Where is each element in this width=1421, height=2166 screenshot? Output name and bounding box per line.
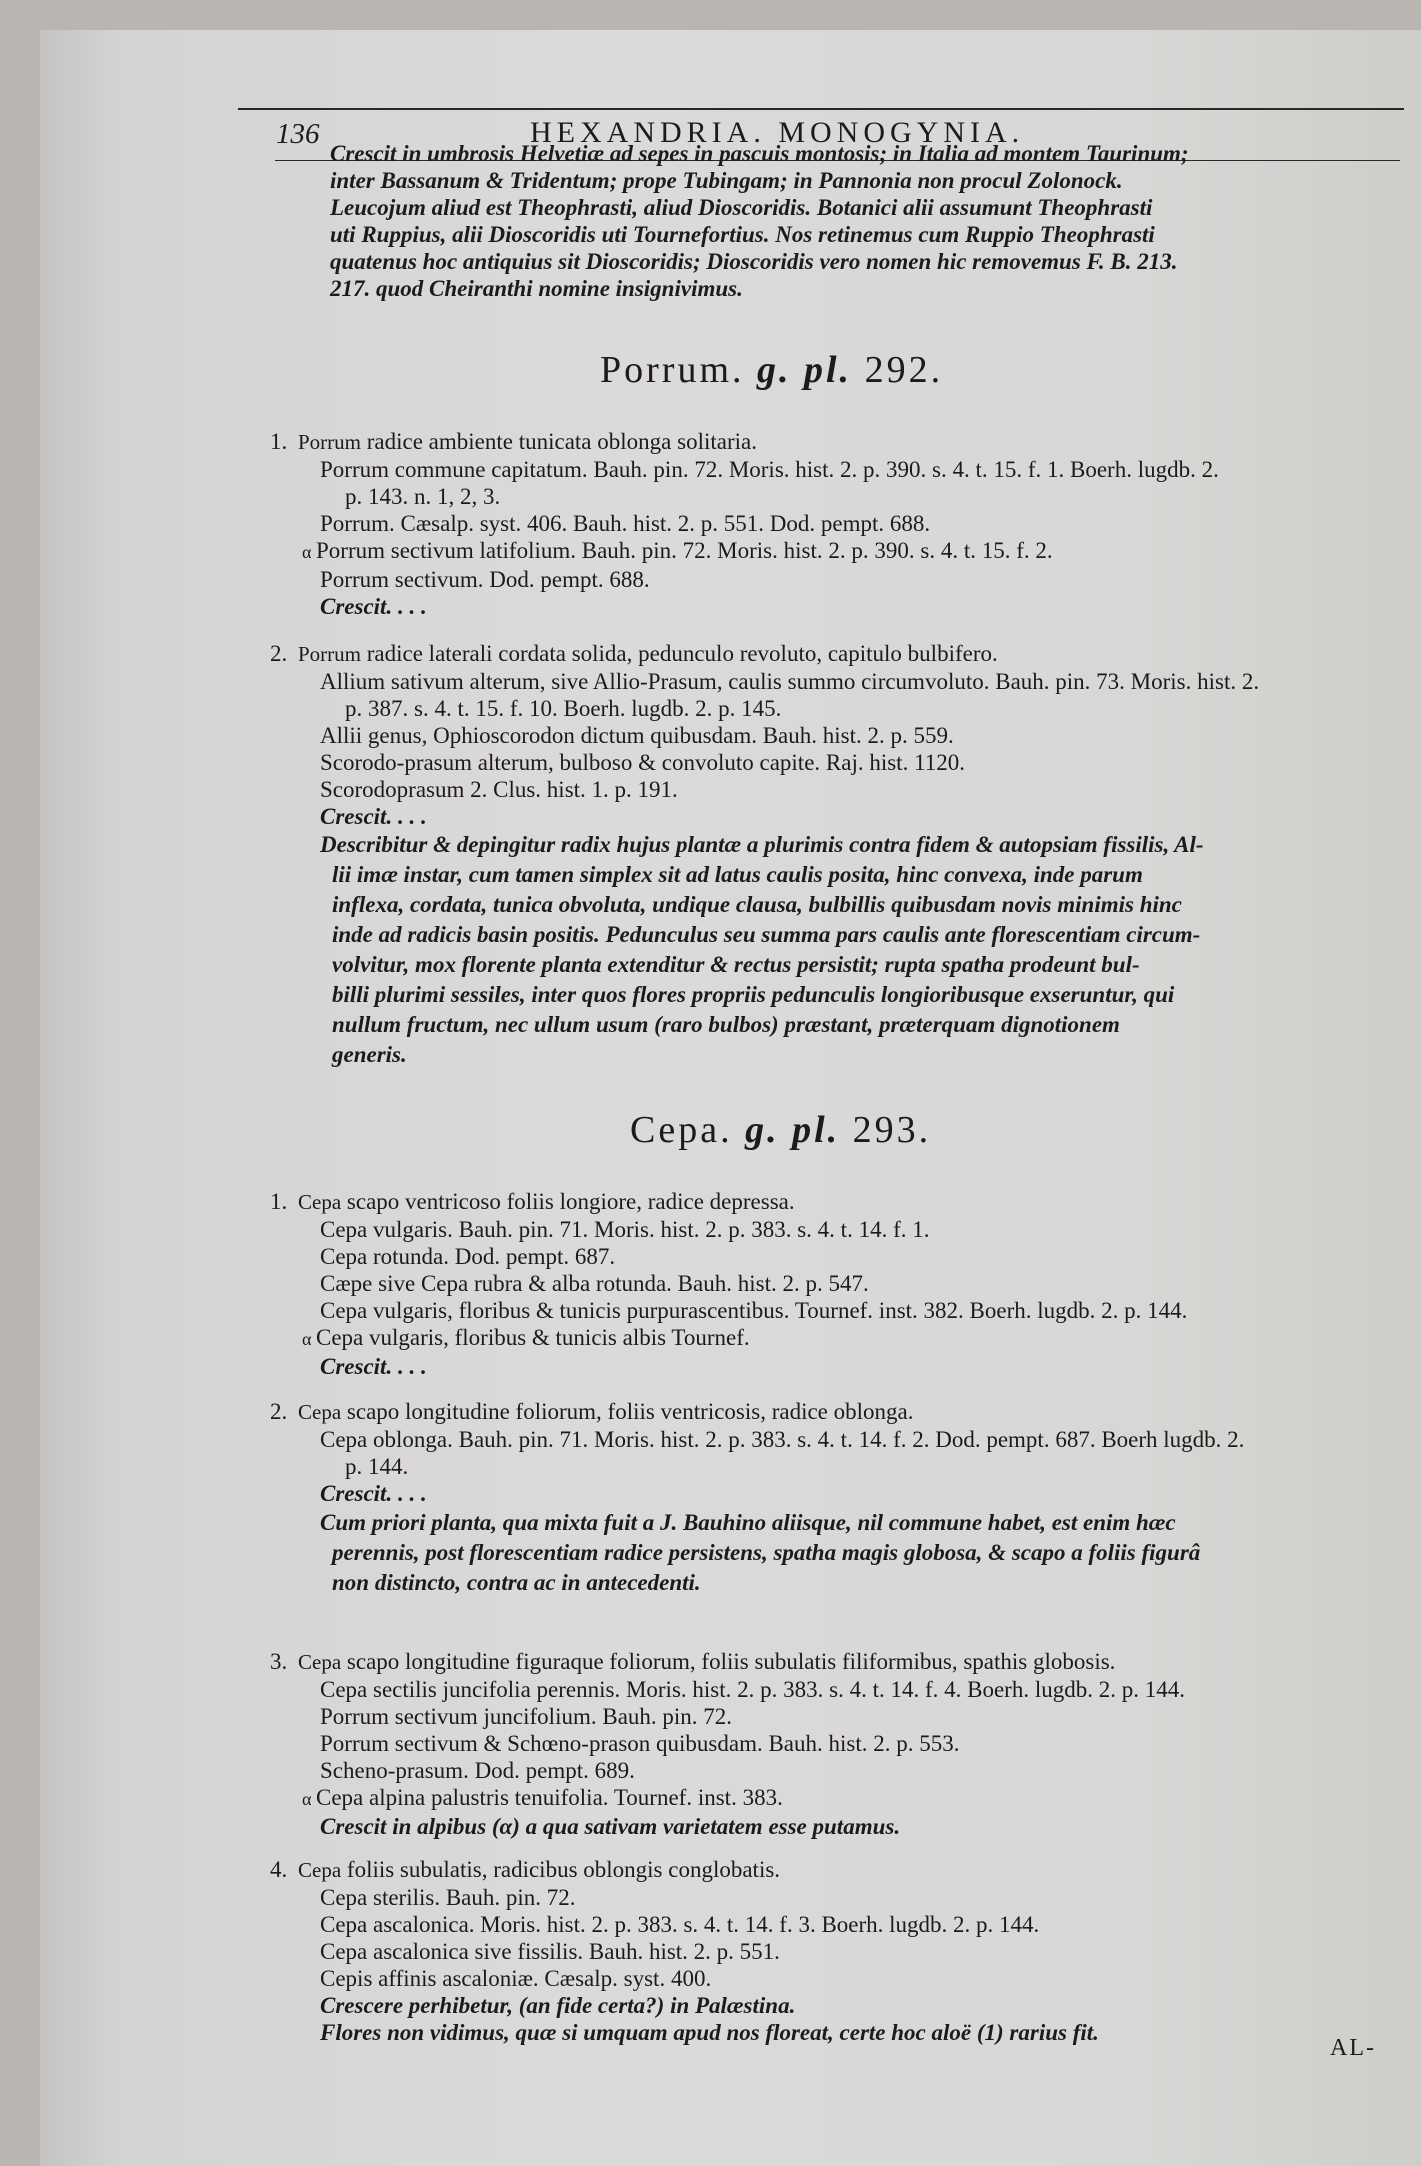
synonym-line: Scorodoprasum 2. Clus. hist. 1. p. 191.	[320, 777, 678, 802]
synonym-line: p. 387. s. 4. t. 15. f. 10. Boerh. lugdb. 2. p. 145.	[345, 696, 782, 721]
cepa-2-note	[320, 1508, 1400, 1598]
genus-name: Porrum.	[600, 349, 745, 391]
species-diagnosis: scapo longitudine figuraque foliorum, foliis subulatis filiformibus, spathis globosis.	[346, 1649, 1116, 1674]
note-line: lii imæ instar, cum tamen simplex sit ad latus caulis posita, hinc convexa, inde parum	[332, 862, 1143, 887]
species-number: 4.	[270, 1857, 288, 1882]
species-name: Cepa	[298, 1650, 342, 1674]
note-line: generis.	[332, 1042, 407, 1067]
genus-ref-number: 293.	[852, 1109, 932, 1151]
genus-name: Cepa.	[630, 1109, 733, 1151]
variety-line: Porrum sectivum latifolium. Bauh. pin. 72. Moris. hist. 2. p. 390. s. 4. t. 15. f. 2.	[316, 538, 1053, 563]
species-diagnosis: radice ambiente tunicata oblonga solitaria.	[366, 429, 757, 454]
species-name: Cepa	[298, 1400, 342, 1424]
synonym-line: Cæpe sive Cepa rubra & alba rotunda. Bauh. hist. 2. p. 547.	[320, 1271, 869, 1296]
synonym-line: Cepa sectilis juncifolia perennis. Moris. hist. 2. p. 383. s. 4. t. 14. f. 4. Boerh. lugdb. 2. p. 144.	[320, 1677, 1185, 1702]
variety-line: Cepa alpina palustris tenuifolia. Tournef. inst. 383.	[316, 1785, 783, 1810]
synonym-line: Cepa rotunda. Dod. pempt. 687.	[320, 1244, 616, 1269]
note-line: inde ad radicis basin positis. Pedunculus seu summa pars caulis ante florescentiam circum-	[332, 922, 1201, 947]
catchword: AL-	[1330, 2035, 1376, 2061]
synonym-line: Porrum commune capitatum. Bauh. pin. 72. Moris. hist. 2. p. 390. s. 4. t. 15. f. 1. Boerh. lugdb. 2.	[320, 457, 1219, 482]
synonym-line: Cepa oblonga. Bauh. pin. 71. Moris. hist. 2. p. 383. s. 4. t. 14. f. 2. Dod. pempt. 687. Boerh lugdb. 2.	[320, 1427, 1245, 1452]
species-number: 1.	[270, 1189, 288, 1214]
synonym-line: Cepa vulgaris, floribus & tunicis purpurascentibus. Tournef. inst. 382. Boerh. lugdb. 2. p. 144.	[320, 1298, 1188, 1323]
synonym-line: Scorodo-prasum alterum, bulboso & convoluto capite. Raj. hist. 1120.	[320, 750, 965, 775]
synonym-line: p. 144.	[345, 1454, 409, 1479]
page-number: 136	[276, 118, 320, 150]
running-head: HEXANDRIA. MONOGYNIA.	[530, 116, 1025, 149]
synonym-line: p. 143. n. 1, 2, 3.	[345, 484, 501, 509]
species-diagnosis: radice laterali cordata solida, pedunculo revoluto, capitulo bulbifero.	[366, 641, 998, 666]
species-name: Cepa	[298, 1190, 342, 1214]
note-line: volvitur, mox florente planta extenditur & rectus persistit; rupta spatha prodeunt bul-	[332, 952, 1140, 977]
species-diagnosis: scapo ventricoso foliis longiore, radice depressa.	[346, 1189, 795, 1214]
synonym-line: Scheno-prasum. Dod. pempt. 689.	[320, 1758, 635, 1783]
header-rule	[238, 108, 1404, 110]
crescit-line: Crescit. . . .	[320, 804, 427, 829]
crescit-line: Crescit. . . .	[320, 1481, 427, 1506]
crescit-line: Crescit in alpibus (α) a qua sativam varietatem esse putamus.	[320, 1814, 901, 1839]
variety-line: Cepa vulgaris, floribus & tunicis albis Tournef.	[316, 1325, 750, 1350]
synonym-line: Cepa vulgaris. Bauh. pin. 71. Moris. hist. 2. p. 383. s. 4. t. 14. f. 1.	[320, 1217, 930, 1242]
note-line: Cum priori planta, qua mixta fuit a J. Bauhino aliisque, nil commune habet, est enim hæc	[320, 1510, 1176, 1535]
cepa-species-3	[270, 1648, 1370, 1840]
note-line: non distincto, contra ac in antecedenti.	[332, 1570, 701, 1595]
synonym-line: Porrum sectivum & Schœno-prason quibusdam. Bauh. hist. 2. p. 553.	[320, 1731, 960, 1756]
synonym-line: Cepa ascalonica. Moris. hist. 2. p. 383. s. 4. t. 14. f. 3. Boerh. lugdb. 2. p. 144.	[320, 1912, 1040, 1937]
text-line: quatenus hoc antiquius sit Dioscoridis; Dioscoridis vero nomen hic removemus F. B. 213.	[330, 249, 1178, 274]
species-name: Porrum	[298, 642, 361, 666]
cepa-species-4	[270, 1856, 1370, 2046]
genus-heading-porrum	[600, 348, 943, 392]
synonym-line: Allii genus, Ophioscorodon dictum quibusdam. Bauh. hist. 2. p. 559.	[320, 723, 954, 748]
note-line: perennis, post florescentiam radice persistens, spatha magis globosa, & scapo a foliis figurâ	[332, 1540, 1201, 1565]
species-diagnosis: foliis subulatis, radicibus oblongis conglobatis.	[346, 1857, 781, 1882]
species-name: Cepa	[298, 1858, 342, 1882]
intro-paragraph	[330, 140, 1400, 302]
genus-ref: g. pl.	[745, 1109, 841, 1151]
crescit-line: Crescere perhibetur, (an fide certa?) in Palæstina.	[320, 1993, 796, 2018]
note-line: billi plurimi sessiles, inter quos flores propriis pedunculis longioribusque exseruntur, qui	[332, 982, 1175, 1007]
variety-marker: α	[302, 542, 312, 562]
porrum-species-2	[270, 640, 1370, 830]
genus-ref: g. pl.	[757, 349, 853, 391]
genus-ref-number: 292.	[864, 349, 944, 391]
species-number: 2.	[270, 1399, 288, 1424]
note-line: inflexa, cordata, tunica obvoluta, undique clausa, bulbillis quibusdam novis minimis hinc	[332, 892, 1182, 917]
note-line: Describitur & depingitur radix hujus plantæ a plurimis contra fidem & autopsiam fissilis, Al-	[320, 832, 1204, 857]
variety-line: Porrum sectivum. Dod. pempt. 688.	[320, 567, 650, 592]
text-line: Leucojum aliud est Theophrasti, aliud Dioscoridis. Botanici alii assumunt Theophrasti	[330, 195, 1153, 220]
porrum-species-1	[270, 428, 1370, 620]
note-line: Flores non vidimus, quæ si umquam apud nos floreat, certe hoc aloë (1) rarius fit.	[320, 2020, 1099, 2045]
text-line: Crescit in umbrosis Helvetiæ ad sepes in pascuis montosis; in Italia ad montem Taurinum;	[330, 141, 1189, 166]
synonym-line: Cepa ascalonica sive fissilis. Bauh. hist. 2. p. 551.	[320, 1939, 780, 1964]
crescit-line: Crescit. . . .	[320, 594, 427, 619]
genus-heading-cepa	[630, 1108, 931, 1152]
note-line: nullum fructum, nec ullum usum (raro bulbos) præstant, præterquam dignotionem	[332, 1012, 1120, 1037]
crescit-line: Crescit. . . .	[320, 1354, 427, 1379]
synonym-line: Porrum sectivum juncifolium. Bauh. pin. 72.	[320, 1704, 733, 1729]
porrum-note	[320, 830, 1400, 1070]
synonym-line: Porrum. Cæsalp. syst. 406. Bauh. hist. 2. p. 551. Dod. pempt. 688.	[320, 511, 931, 536]
cepa-species-1	[270, 1188, 1370, 1380]
species-number: 1.	[270, 429, 288, 454]
synonym-line: Cepis affinis ascaloniæ. Cæsalp. syst. 400.	[320, 1966, 712, 1991]
book-page	[40, 30, 1421, 2166]
variety-marker: α	[302, 1789, 312, 1809]
text-line: inter Bassanum & Tridentum; prope Tubingam; in Pannonia non procul Zolonock.	[330, 168, 1123, 193]
synonym-line: Cepa sterilis. Bauh. pin. 72.	[320, 1885, 576, 1910]
text-line: uti Ruppius, alii Dioscoridis uti Tournefortius. Nos retinemus cum Ruppio Theophrasti	[330, 222, 1155, 247]
species-number: 3.	[270, 1649, 288, 1674]
synonym-line: Allium sativum alterum, sive Allio-Prasum, caulis summo circumvoluto. Bauh. pin. 73. Moris. hist. 2.	[320, 669, 1260, 694]
species-name: Porrum	[298, 430, 361, 454]
cepa-species-2	[270, 1398, 1370, 1507]
species-diagnosis: scapo longitudine foliorum, foliis ventricosis, radice oblonga.	[346, 1399, 914, 1424]
species-number: 2.	[270, 641, 288, 666]
variety-marker: α	[302, 1329, 312, 1349]
text-line: 217. quod Cheiranthi nomine insignivimus.	[330, 276, 743, 301]
